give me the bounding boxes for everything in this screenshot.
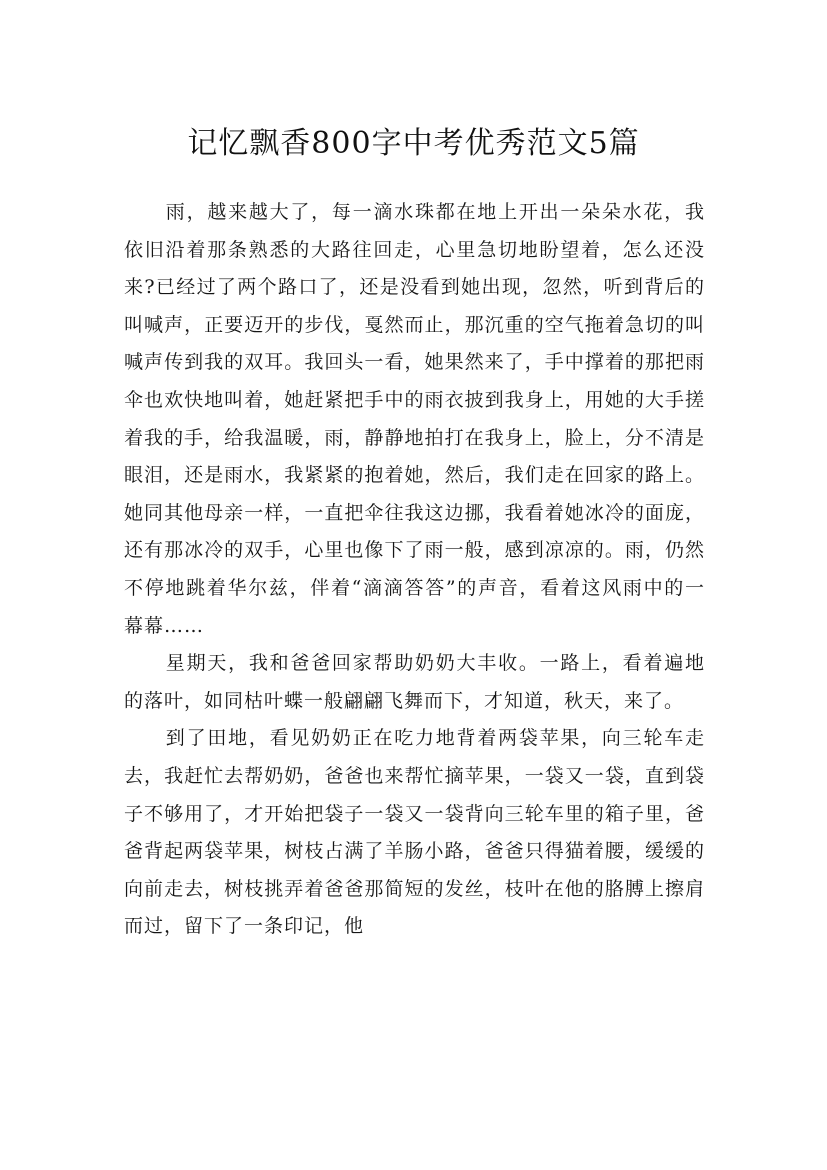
paragraph-rain: 雨，越来越大了，每一滴水珠都在地上开出一朵朵水花，我依旧沿着那条熟悉的大路往回走，心里急切地盼望着，怎么还没来?已经过了两个路口了，还是没看到她出现，忽然，听到背后的叫喊声，正要迈开的步伐，戛然而止，那沉重的空气拖着急切的叫喊声传到我的双耳。我回头一看，她果然来了，手中撑着的那把雨伞也欢快地叫着，她赶紧把手中的雨衣披到我身上，用她的大手搓着我的手，给我温暖，雨，静静地拍打在我身上，脸上，分不清是眼泪，还是雨水，我紧紧的抱着她，然后，我们走在回家的路上。她同其他母亲一样，一直把伞往我这边挪，我看着她冰冷的面庞，还有那冰冷的双手，心里也像下了雨一般，感到凉凉的。雨，仍然不停地跳着华尔兹，伴着“滴滴答答”的声音，看着这风雨中的一幕幕…… [124, 201, 705, 637]
document-title: 记忆飘香800字中考优秀范文5篇 [187, 126, 640, 162]
paragraph-field: 到了田地，看见奶奶正在吃力地背着两袋苹果，向三轮车走去，我赶忙去帮奶奶，爸爸也来帮忙摘苹果，一袋又一袋，直到袋子不够用了，才开始把袋子一袋又一袋背向三轮车里的箱子里，爸爸背起两袋苹果，树枝占满了羊肠小路，爸爸只得猫着腰，缓缓的向前走去，树枝挑弄着爸爸那简短的发丝，枝叶在他的胳膊上擦肩而过，留下了一条印记，他 [124, 727, 705, 938]
paragraph-sunday: 星期天，我和爸爸回家帮助奶奶大丰收。一路上，看着遍地的落叶，如同枯叶蝶一般翩翩飞舞而下，才知道，秋天，来了。 [124, 652, 705, 712]
document-body [124, 194, 705, 946]
